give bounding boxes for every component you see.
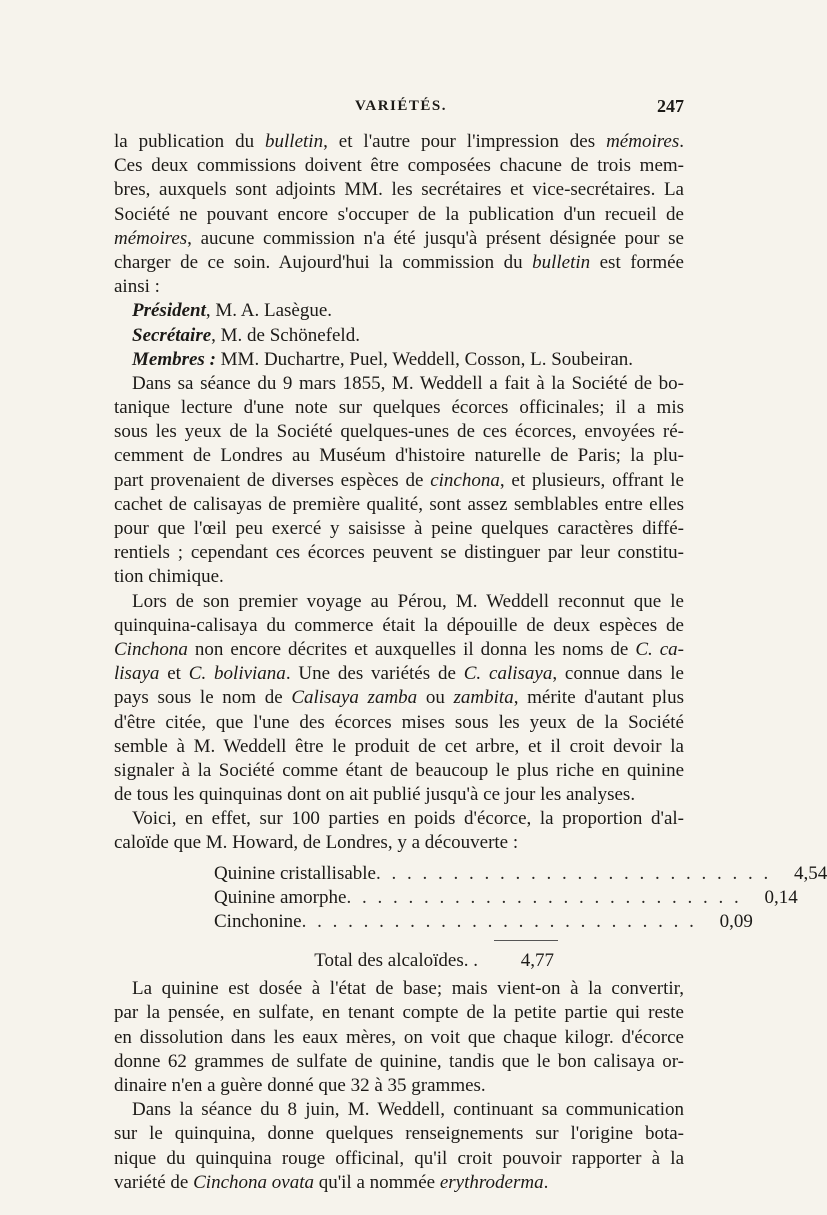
text-line — [114, 735, 684, 759]
running-head: VARIÉTÉS. — [354, 98, 447, 114]
text-line — [114, 420, 684, 444]
text-run: en dissolution dans les eaux mères, on voit que chaque kilogr. d'écorce — [114, 1026, 684, 1048]
text-run: tion chimique. — [114, 566, 224, 588]
text-run: et — [159, 663, 189, 685]
text-line — [114, 1001, 684, 1025]
table-row-value: 0,14 — [764, 886, 798, 908]
table-row-value: 4,54 — [793, 862, 827, 884]
text-run: pour que l'œil peu exercé y saisisse à peine quelques caractères diffé- — [114, 518, 684, 539]
text-run: cemment de Londres au Muséum d'histoire naturelle de Paris; la plu- — [114, 445, 684, 467]
text-run: variété de — [114, 1171, 194, 1193]
table-row: Cinchonine . . . . . . . . . . . . . . . . . . . . . . . . . . 0,09 — [214, 910, 554, 934]
text-run: ainsi : — [114, 276, 160, 298]
text-run: donne 62 grammes de sulfate de quinine, tandis que le bon calisaya or- — [114, 1050, 684, 1072]
text-line — [114, 759, 684, 783]
table-row-name: Quinine cristallisable — [214, 862, 376, 884]
text-line — [114, 807, 684, 831]
members-label: Membres : — [132, 348, 216, 370]
text-line — [114, 178, 684, 202]
text-line — [114, 130, 684, 154]
italic-run: zambita — [453, 687, 514, 709]
text-line — [114, 517, 684, 541]
table-total-label: Total des alcaloïdes. . — [314, 950, 478, 972]
text-run: tanique lecture d'une note sur quelques écorces officinales; il a mis — [114, 397, 684, 419]
text-run: charger de ce soin. Aujourd'hui la commission du — [114, 251, 533, 273]
paragraph-calisaya — [114, 590, 684, 808]
table-total-row — [114, 945, 554, 977]
text-run: , connue dans le — [552, 663, 684, 685]
text-line — [114, 493, 684, 517]
text-run: semble à M. Weddell être le produit de cet arbre, et il croit devoir la — [114, 735, 684, 757]
paragraph-sulfate — [114, 977, 684, 1098]
secretary-label: Secrétaire — [132, 324, 212, 346]
italic-run: lisaya — [114, 663, 160, 685]
italic-run: C. boliviana — [188, 663, 286, 685]
text-line — [114, 444, 684, 468]
president-label: Président — [132, 300, 206, 322]
italic-run: Cinchona ovata — [193, 1171, 314, 1193]
text-run: Ces deux commissions doivent être composées chacune de trois mem- — [114, 155, 684, 177]
text-run: sur le quinquina, donne quelques renseignements sur l'origine bota- — [114, 1123, 684, 1145]
text-run: de tous les quinquinas dont on ait publié jusqu'à ce jour les analyses. — [114, 784, 636, 806]
members-line — [114, 348, 684, 372]
text-run: Dans la séance du 8 juin, M. Weddell, continuant sa communication — [132, 1099, 684, 1121]
text-run: ou — [417, 687, 454, 709]
text-line — [114, 1171, 684, 1195]
italic-run: Cinchona — [114, 638, 188, 660]
text-run: . Une des variétés de — [285, 663, 464, 685]
italic-run: Calisaya zamba — [291, 687, 418, 709]
text-run: non encore décrites et auxquelles il donna les noms de — [187, 638, 636, 660]
text-line — [114, 251, 684, 275]
text-run: part provenaient de diverses espèces de — [114, 469, 431, 491]
text-run: Société ne pouvant encore s'occuper de la publication d'un recueil de — [114, 203, 684, 225]
italic-run: mémoires — [114, 227, 188, 249]
text-line — [114, 638, 684, 662]
table-row-value: 0,09 — [719, 911, 753, 932]
text-line — [114, 203, 684, 227]
text-line — [114, 977, 684, 1001]
table-row: Quinine amorphe . . . . . . . . . . . . . . . . . . . . . . . . . . 0,14 — [214, 886, 554, 910]
italic-run: bulletin — [532, 251, 591, 273]
text-run: pays sous le nom de — [114, 687, 292, 709]
text-line — [114, 154, 684, 178]
text-run: Lors de son premier voyage au Pérou, M. Weddell reconnut que le — [132, 590, 684, 612]
text-line — [114, 1026, 684, 1050]
text-line — [114, 469, 684, 493]
italic-run: bulletin — [265, 131, 324, 152]
text-line — [114, 1074, 684, 1098]
text-line — [114, 1147, 684, 1171]
text-line — [114, 662, 684, 686]
text-line — [114, 783, 684, 807]
paragraph-howard — [114, 807, 684, 855]
italic-run: cinchona — [430, 469, 500, 491]
text-run: cachet de calisayas de première qualité, sont assez semblables entre elles — [114, 493, 684, 515]
italic-run: C. ca- — [635, 638, 684, 660]
text-run: . — [543, 1171, 549, 1193]
secretary-name: , M. de Schönefeld. — [211, 324, 360, 346]
text-line — [114, 686, 684, 710]
table-row-name: Cinchonine — [214, 911, 302, 932]
body-text — [114, 130, 827, 1195]
text-run: Dans sa séance du 9 mars 1855, M. Weddell a fait à la Société de bo- — [132, 372, 684, 394]
text-run: La quinine est dosée à l'état de base; mais vient-on à la convertir, — [132, 978, 684, 1000]
alkaloid-table — [214, 862, 827, 935]
secretary-line — [114, 324, 684, 348]
table-total-value: 4,77 — [520, 950, 554, 972]
members-names: MM. Duchartre, Puel, Weddell, Cosson, L. Soubeiran. — [215, 348, 634, 370]
text-line — [114, 1122, 684, 1146]
text-run: caloïde que M. Howard, de Londres, y a découverte : — [114, 832, 519, 854]
table-row: Quinine cristallisable . . . . . . . . . . . . . . . . . . . . . . . . . . 4,54 — [214, 862, 554, 886]
text-line — [114, 275, 684, 299]
text-run: Voici, en effet, sur 100 parties en poids d'écorce, la proportion d'al- — [132, 808, 684, 830]
text-line — [114, 1050, 684, 1074]
text-run: sous les yeux de la Société quelques-unes de ces écorces, envoyées ré- — [114, 421, 684, 443]
text-run: . — [679, 131, 684, 152]
text-run: rentiels ; cependant ces écorces peuvent se distinguer par leur constitu- — [114, 542, 684, 564]
text-run: signaler à la Société comme étant de beaucoup le plus riche en quinine — [114, 759, 684, 781]
text-run: , et l'autre pour l'impression des — [323, 131, 607, 152]
text-run: par la pensée, en sulfate, en tenant compte de la petite partie qui reste — [114, 1002, 684, 1024]
text-line — [114, 227, 684, 251]
text-run: dinaire n'en a guère donné que 32 à 35 grammes. — [114, 1074, 486, 1096]
text-line — [114, 1098, 684, 1122]
text-run: , mérite d'autant plus — [513, 687, 684, 709]
text-run: qu'il a nommée — [313, 1171, 440, 1193]
italic-run: C. calisaya — [463, 663, 553, 685]
page-number: 247 — [657, 96, 684, 116]
text-run: , aucune commission n'a été jusqu'à présent désignée pour se — [187, 227, 684, 249]
text-line — [114, 565, 684, 589]
text-line — [114, 614, 684, 638]
president-line — [114, 299, 684, 323]
text-run: est formée — [590, 251, 684, 273]
paragraph-commissions — [114, 130, 684, 299]
text-line — [114, 590, 684, 614]
text-run: la publication du — [114, 131, 266, 152]
table-row-name: Quinine amorphe — [214, 886, 347, 908]
text-run: d'être citée, que l'une des écorces mises sous les yeux de la Société — [114, 711, 684, 733]
text-run: quinquina-calisaya du commerce était la dépouille de deux espèces de — [114, 614, 684, 636]
text-line — [114, 396, 684, 420]
text-line — [114, 831, 684, 855]
italic-run: erythroderma — [439, 1171, 544, 1193]
paragraph-ecorces — [114, 372, 684, 590]
president-name: , M. A. Lasègue. — [205, 300, 333, 322]
text-line — [114, 372, 684, 396]
text-line — [114, 711, 684, 735]
text-line — [114, 541, 684, 565]
text-run: , et plusieurs, offrant le — [499, 469, 684, 491]
text-run: bres, auxquels sont adjoints MM. les secrétaires et vice-secrétaires. La — [114, 179, 684, 201]
italic-run: mémoires — [606, 131, 680, 152]
text-run: nique du quinquina rouge officinal, qu'il croit pouvoir rapporter à la — [114, 1147, 684, 1169]
page-header — [118, 98, 684, 122]
paragraph-quinquina-rouge — [114, 1098, 684, 1195]
